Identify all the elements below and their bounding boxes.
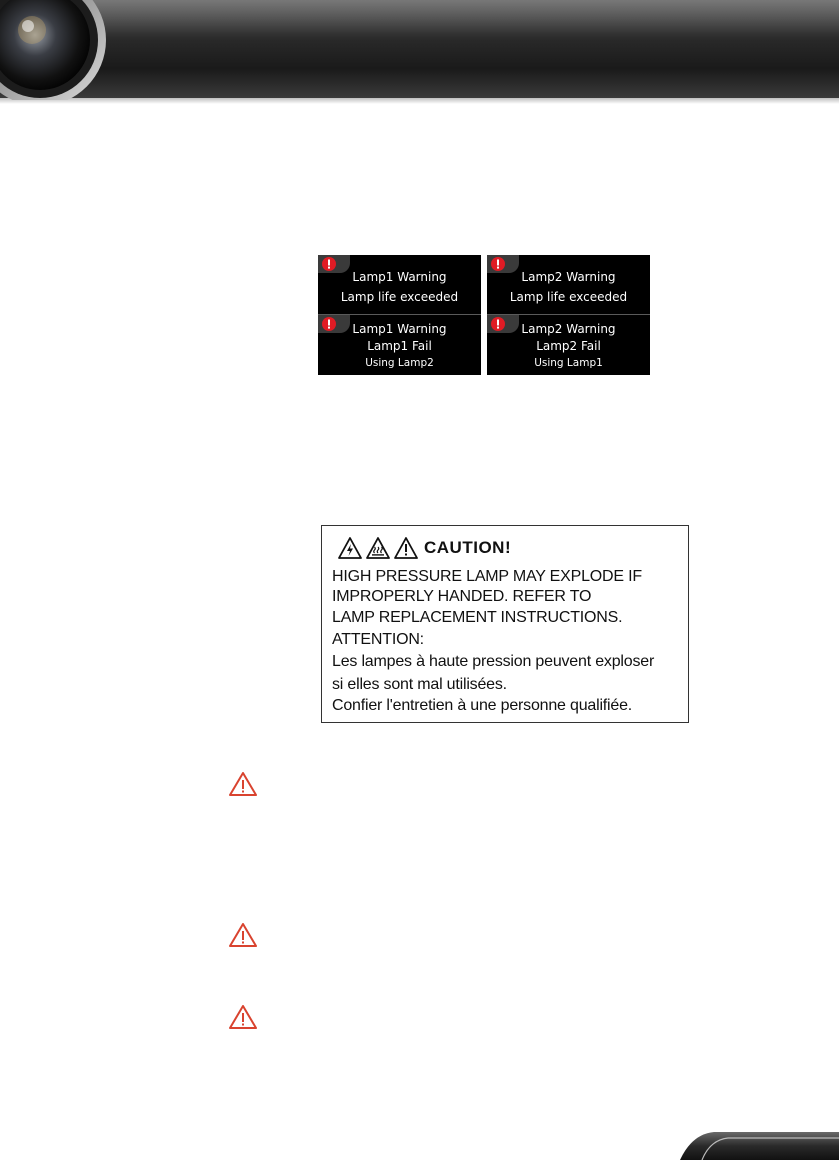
osd-lamp1-life-message: [318, 255, 481, 314]
osd-lamp2-life-message: [487, 255, 650, 314]
caution-text-line: Confier l'entretien à une personne qualifiée.: [332, 697, 633, 714]
osd-text: Lamp life exceeded: [340, 290, 459, 304]
osd-lamp2-panel: [487, 255, 650, 375]
warning-triangle-icon: [228, 922, 258, 948]
alert-exclamation-icon: [322, 257, 336, 271]
hot-surface-warning-icon: [366, 537, 390, 559]
caution-text-line: LAMP REPLACEMENT INSTRUCTIONS.: [332, 609, 623, 626]
osd-title: Lamp2 Warning: [521, 322, 616, 336]
header-shadow: [0, 98, 839, 104]
caution-header: [338, 536, 511, 560]
alert-exclamation-icon: [491, 257, 505, 271]
osd-lamp1-panel: [318, 255, 481, 375]
caution-text-line: si elles sont mal utilisées.: [332, 676, 507, 693]
osd-lamp2-fail-message: [487, 315, 650, 374]
osd-text: Using Lamp2: [365, 357, 434, 369]
page-number-tab: [680, 1130, 839, 1160]
osd-title: Lamp1 Warning: [352, 322, 447, 336]
warning-triangle-icon: [228, 771, 258, 797]
camera-lens-icon: [0, 0, 120, 100]
osd-title: Lamp1 Warning: [352, 270, 447, 284]
general-warning-icon: [394, 537, 418, 559]
caution-text-line: Les lampes à haute pression peuvent exploser: [332, 653, 655, 670]
osd-title: Lamp2 Warning: [521, 270, 616, 284]
osd-text: Lamp life exceeded: [509, 290, 628, 304]
caution-text-line: HIGH PRESSURE LAMP MAY EXPLODE IF: [332, 568, 642, 585]
osd-text: Using Lamp1: [534, 357, 603, 369]
high-voltage-warning-icon: [338, 537, 362, 559]
page-header-band: [0, 0, 839, 98]
warning-triangle-icon: [228, 1004, 258, 1030]
caution-title: CAUTION!: [424, 538, 512, 557]
osd-text: Lamp2 Fail: [536, 339, 601, 353]
osd-text: Lamp1 Fail: [367, 339, 432, 353]
caution-text-line: IMPROPERLY HANDED. REFER TO: [332, 588, 592, 605]
caution-label: [321, 525, 689, 723]
caution-text-line: ATTENTION:: [332, 631, 424, 648]
osd-lamp1-fail-message: [318, 315, 481, 374]
